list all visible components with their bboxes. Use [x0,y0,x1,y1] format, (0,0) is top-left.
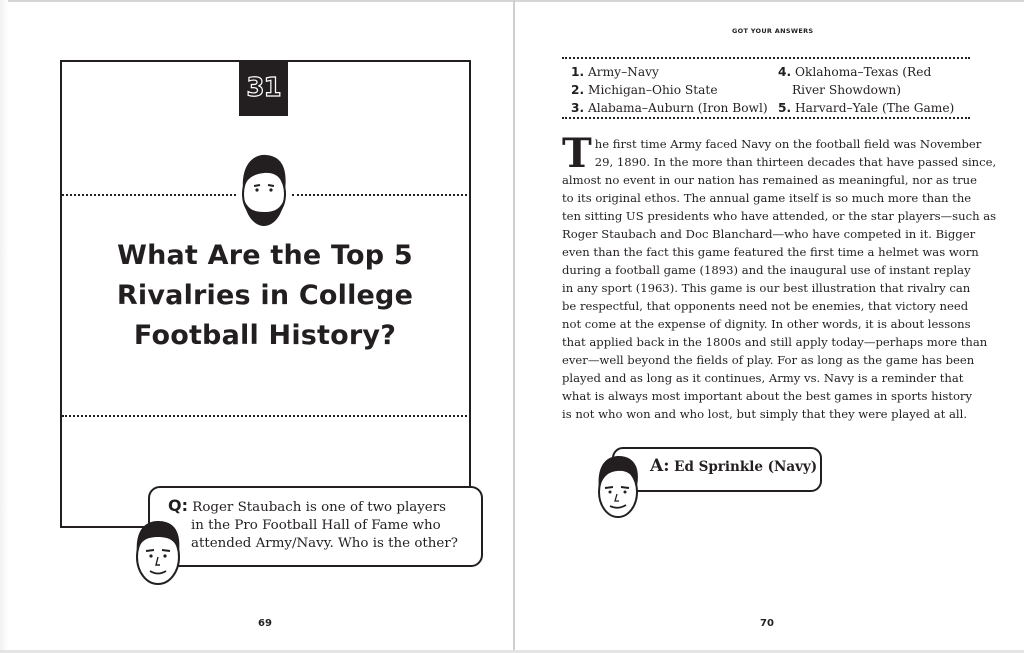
answer-label: A: [650,456,670,476]
question-label: Q: [168,496,188,515]
answer-item [571,63,771,81]
dotted-divider [292,194,467,196]
answer-item [778,99,978,117]
answer-text-block [650,456,817,477]
answer-number: 4. [778,65,792,79]
title-line: What Are the Top 5 [117,240,413,271]
body-line: what is always most important about the best games in sports history [562,389,973,403]
body-line: ten sitting US presidents who have attended, or the star players—such as [562,209,997,223]
question-number: 31 [246,73,281,103]
body-line: ever—well beyond the fields of play. For as long as the game has been [562,353,975,367]
body-line: during a football game (1893) and the inaugural use of instant replay [562,263,971,277]
answer-number: 1. [571,65,585,79]
body-line: be respectful, that opponents need not be enemies, that victory need [562,299,969,313]
body-line: almost no event in our nation has remained as meaningful, nor as true [562,173,977,187]
body-line: played and as long as it continues, Army vs. Navy is a reminder that [562,371,964,385]
answer-value: Ed Sprinkle (Navy) [674,459,818,475]
page-number: 70 [760,618,774,629]
man-face-illustration-icon [593,452,643,522]
running-head: GOT YOUR ANSWERS [732,27,814,35]
answer-text: Alabama–Auburn (Iron Bowl) [588,101,768,115]
answer-text: River Showdown) [792,83,902,97]
title-line: Rivalries in College [116,280,414,311]
answer-text: Army–Navy [588,65,659,79]
body-line: not come at the expense of dignity. In other words, it is about lessons [562,317,971,331]
answer-item [571,81,771,99]
drop-cap: T [562,130,592,177]
answer-item [778,63,978,81]
answer-text: Michigan–Ohio State [588,83,718,97]
question-number-badge [239,60,288,116]
answer-number: 5. [778,101,792,115]
answer-item [571,99,771,117]
page-number: 69 [258,618,272,629]
dotted-divider [62,194,236,196]
dotted-divider [562,57,970,59]
body-line: Roger Staubach and Doc Blanchard—who have competed in it. Bigger [562,227,976,241]
answer-list-column [571,63,771,117]
answer-text: Harvard–Yale (The Game) [795,101,955,115]
body-line: to its original ethos. The annual game itself is so much more than the [562,191,972,205]
dotted-divider [562,117,970,119]
body-line: is not who won and who lost, but simply that they were played at all. [562,407,968,421]
body-line: he first time Army faced Navy on the football field was November [594,137,982,151]
answer-text: Oklahoma–Texas (Red [795,65,932,79]
answer-number: 3. [571,101,585,115]
answer-number: 2. [571,83,585,97]
title-line: Football History? [133,320,397,351]
question-title [90,236,440,356]
question-line: attended Army/Navy. Who is the other? [191,536,458,551]
body-line: that applied back in the 1800s and still apply today—perhaps more than [562,335,988,349]
bearded-man-illustration-icon [236,150,292,230]
answer-list-column [778,63,978,117]
body-paragraph [562,130,997,423]
question-line: in the Pro Football Hall of Fame who [191,518,441,533]
man-face-illustration-icon [130,517,186,589]
dotted-divider [62,415,467,417]
body-line: 29, 1890. In the more than thirteen decades that have passed since, [594,155,997,169]
body-line: in any sport (1963). This game is our best illustration that rivalry can [562,281,971,295]
body-line: even than the fact this game featured the first time a helmet was worn [562,245,979,259]
question-line: Roger Staubach is one of two players [192,500,446,515]
question-text [168,497,478,553]
